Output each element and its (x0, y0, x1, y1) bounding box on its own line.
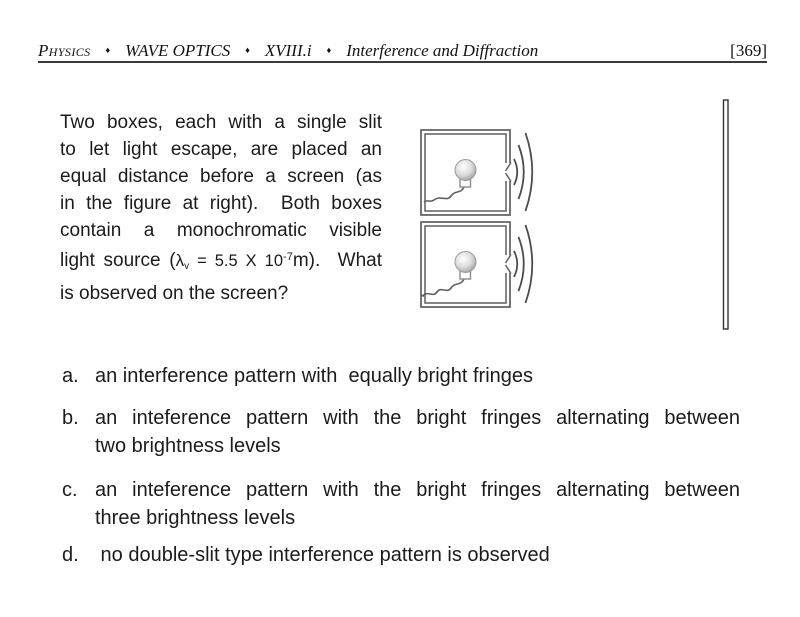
formula-value: = 5.5 X 10 (189, 252, 284, 270)
wavefront-arc (514, 159, 517, 185)
lambda-subscript: v (184, 261, 190, 272)
option-line: an inteference pattern with the bright fringes alternating between (95, 407, 740, 429)
question-line: is observed on the screen? (60, 283, 289, 304)
answer-option-d (62, 541, 740, 569)
option-line: an inteference pattern with the bright fringes alternating between (95, 479, 740, 501)
lambda-symbol: λ (175, 251, 185, 270)
option-letter: c. (62, 479, 78, 501)
light-box-bottom (421, 222, 532, 307)
question-line-formula (60, 244, 382, 280)
answer-option-b (62, 404, 740, 460)
header-subtitle: Interference and Diffraction (346, 41, 539, 60)
diamond-separator-icon: ♦ (245, 45, 250, 55)
slit-gap (502, 255, 512, 273)
option-line: an interference pattern with equally bright fringes (95, 365, 534, 387)
question-line: Two boxes, each with a single slit (60, 112, 382, 133)
option-letter: d. (62, 544, 79, 566)
wavefront-arc (519, 237, 524, 291)
answer-option-a (62, 362, 740, 390)
wavefront-arc (526, 133, 533, 211)
light-bulb-icon (455, 160, 476, 181)
option-text (95, 404, 740, 460)
answer-option-c (62, 476, 740, 532)
option-line: no double-slit type interference pattern is observed (95, 544, 550, 566)
page-number: [369] (730, 41, 767, 60)
light-box-top (421, 130, 532, 215)
wavefront-arc (519, 145, 524, 199)
option-text (95, 476, 740, 532)
question-line: contain a monochromatic visible (60, 220, 382, 241)
question-text (60, 109, 382, 307)
option-line: three brightness levels (95, 507, 296, 529)
slit-gap (502, 163, 512, 181)
wavefront-arc (514, 251, 517, 277)
option-text (95, 541, 740, 569)
header-section-number: XVIII.i (264, 41, 312, 60)
wavelength-formula (176, 252, 293, 270)
diamond-separator-icon: ♦ (105, 45, 111, 55)
formula-pre-text: light source ( (60, 250, 176, 271)
header-subject: Physics (38, 41, 91, 60)
figure-two-boxes-and-screen (410, 95, 760, 340)
question-line: equal distance before a screen (as (60, 166, 382, 187)
formula-post-text: m). What (292, 250, 382, 271)
question-line: in the figure at right). Both boxes (60, 193, 382, 214)
option-letter: b. (62, 407, 79, 429)
wavefront-arc (526, 225, 533, 303)
screen (724, 100, 729, 329)
light-bulb-icon (455, 252, 476, 273)
header-topic: WAVE OPTICS (125, 41, 231, 60)
option-letter: a. (62, 365, 79, 387)
diamond-separator-icon: ♦ (326, 45, 332, 55)
option-line: two brightness levels (95, 435, 281, 457)
exponent-superscript: -7 (283, 251, 293, 263)
option-text (95, 362, 740, 390)
question-line: to let light escape, are placed an (60, 139, 382, 160)
header-rule (38, 61, 767, 63)
page-header (38, 41, 767, 61)
